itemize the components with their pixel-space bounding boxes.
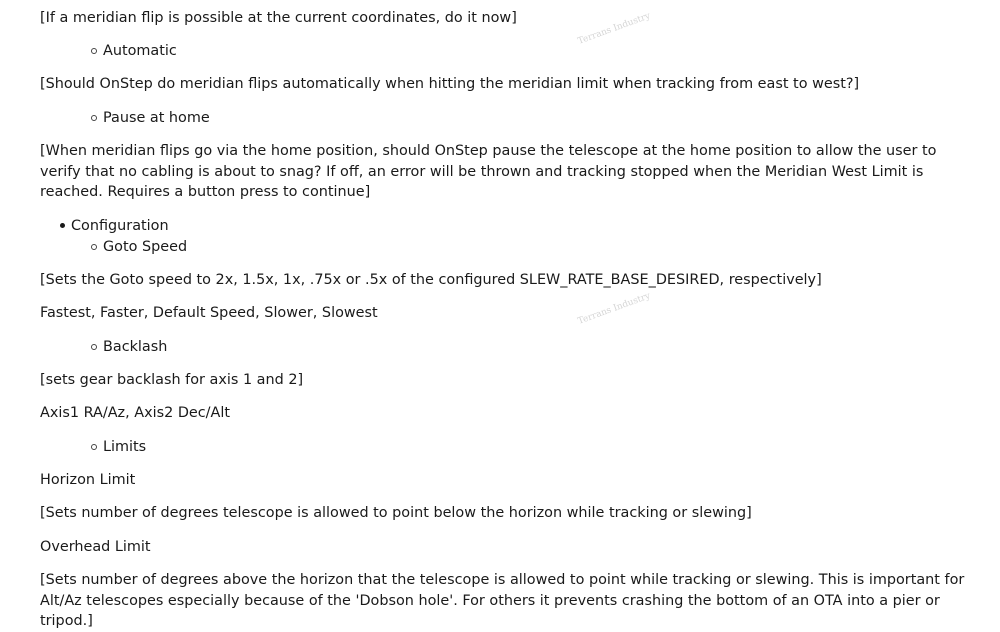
watermark: Terrans Industry	[576, 291, 652, 327]
watermark: Terrans Industry	[576, 11, 652, 47]
backlash-description: [sets gear backlash for axis 1 and 2]	[40, 372, 304, 388]
backlash-label: Backlash	[103, 339, 168, 355]
pause-home-description: [When meridian flips go via the home position, should OnStep pause the telescope at the home position to allow the user to verify that no cabling is about to snag? If off, an error will be thrown and tracking stopped when the Meridian West Limit is reached. Requires a button press to continue]	[40, 143, 937, 200]
hollow-bullet-icon	[91, 48, 97, 54]
goto-speed-label: Goto Speed	[103, 239, 188, 255]
goto-speed-options: Fastest, Faster, Default Speed, Slower, Slowest	[40, 305, 378, 321]
automatic-description: [Should OnStep do meridian flips automatically when hitting the meridian limit when tracking from east to west?]	[40, 76, 860, 92]
horizon-limit-label: Horizon Limit	[40, 472, 136, 488]
goto-speed-description: [Sets the Goto speed to 2x, 1.5x, 1x, .75x or .5x of the configured SLEW_RATE_BASE_DESIRED, respectively]	[40, 272, 822, 288]
solid-bullet-icon	[60, 223, 65, 228]
overhead-limit-description: [Sets number of degrees above the horizon that the telescope is allowed to point while tracking or slewing. This is important for Alt/Az telescopes especially because of the 'Dobson hole'. For others it prevents crashing the bottom of an OTA into a pier or tripod.]	[40, 572, 965, 629]
hollow-bullet-icon	[91, 115, 97, 121]
flip-now-description: [If a meridian flip is possible at the current coordinates, do it now]	[40, 10, 517, 26]
pause-home-label: Pause at home	[103, 110, 210, 126]
configuration-heading: Configuration	[71, 218, 169, 234]
hollow-bullet-icon	[91, 444, 97, 450]
hollow-bullet-icon	[91, 244, 97, 250]
limits-label: Limits	[103, 439, 147, 455]
overhead-limit-label: Overhead Limit	[40, 539, 151, 555]
hollow-bullet-icon	[91, 344, 97, 350]
backlash-axes: Axis1 RA/Az, Axis2 Dec/Alt	[40, 405, 231, 421]
horizon-limit-description: [Sets number of degrees telescope is allowed to point below the horizon while tracking or slewing]	[40, 505, 752, 521]
automatic-label: Automatic	[103, 43, 177, 59]
